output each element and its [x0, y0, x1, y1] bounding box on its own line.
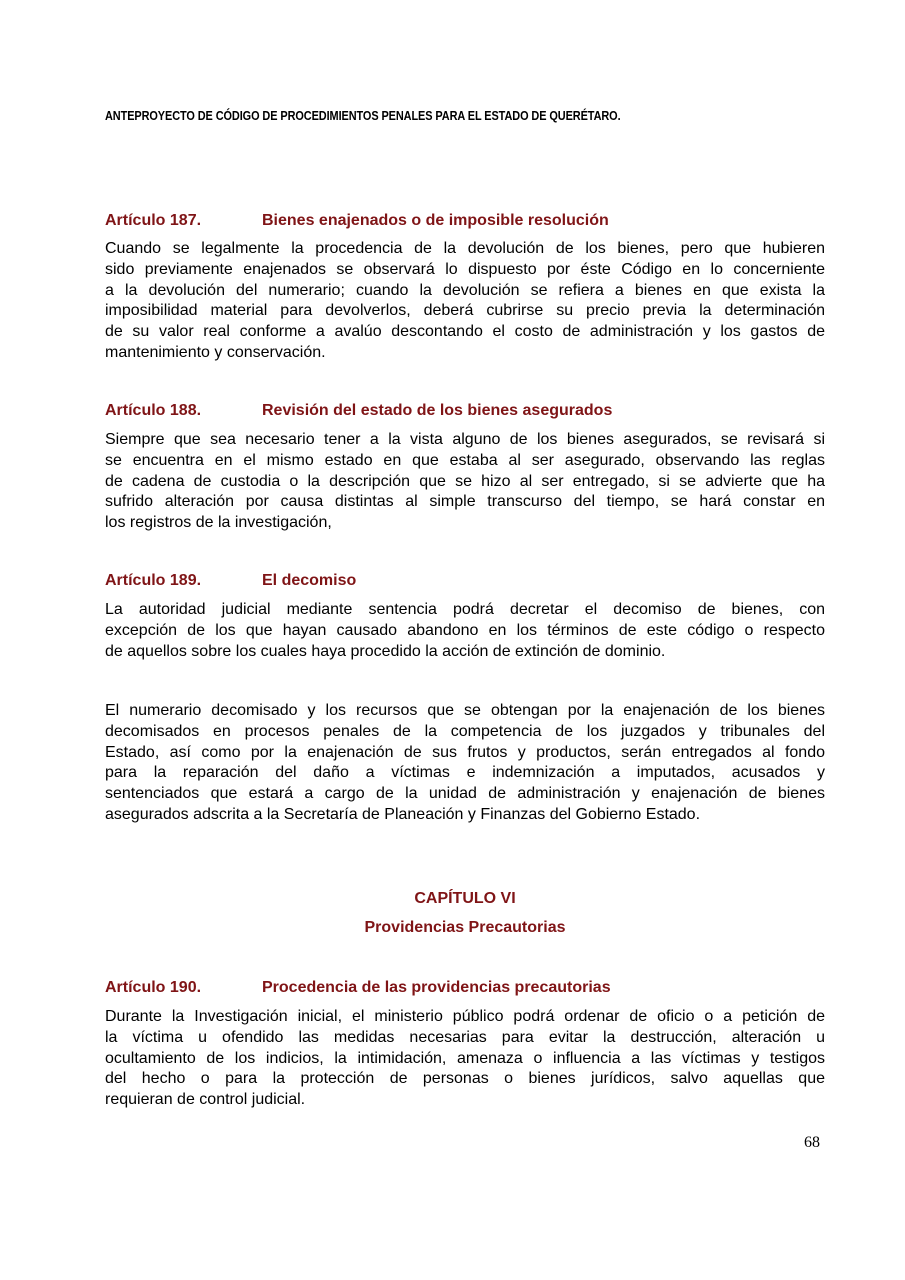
article-number: Artículo 187. [105, 212, 202, 229]
article-number: Artículo 188. [105, 402, 202, 419]
page-number: 68 [804, 1134, 820, 1151]
text-line: la víctima u ofendido las medidas necesarias para evitar la destrucción, alteración u [105, 1028, 825, 1046]
text-line: sido previamente enajenados se observará lo dispuesto por éste Código en lo concerniente [105, 260, 825, 278]
text-line: a la devolución del numerario; cuando la devolución se refiera a bienes en que exista la [105, 281, 825, 299]
text-line: se encuentra en el mismo estado en que estaba al ser asegurado, observando las reglas [105, 451, 825, 469]
text-line: de aquellos sobre los cuales haya procedido la acción de extinción de dominio. [105, 642, 666, 660]
text-line: Cuando se legalmente la procedencia de la devolución de los bienes, pero que hubieren [105, 240, 825, 257]
text-line: requieran de control judicial. [105, 1091, 306, 1109]
text-line: decomisados en procesos penales de la competencia de los juzgados y tribunales del [105, 722, 825, 740]
text-line: mantenimiento y conservación. [105, 343, 326, 361]
article-190-body [105, 1007, 825, 1111]
text-line: sentenciados que estará a cargo de la unidad de administración y enajenación de bienes [105, 785, 825, 803]
text-line: de cadena de custodia o la descripción que se hizo al ser entregado, si se advierte que ha [105, 472, 825, 490]
text-line: los registros de la investigación, [105, 514, 332, 532]
text-line: asegurados adscrita a la Secretaría de Planeación y Finanzas del Gobierno Estado. [105, 805, 701, 823]
text-line: excepción de los que hayan causado abandono en los términos de este código o respecto [105, 621, 825, 639]
article-187-body [105, 239, 825, 364]
text-line: para la reparación del daño a víctimas e indemnización a imputados, acusados y [105, 764, 825, 782]
text-line: imposibilidad material para devolverlos, deberá cubrirse su precio previa la determinación [105, 302, 825, 320]
chapter-title: Providencias Precautorias [364, 919, 566, 936]
text-line: El numerario decomisado y los recursos que se obtengan por la enajenación de los bienes [105, 702, 825, 719]
article-188-body [105, 430, 825, 534]
article-number: Artículo 189. [105, 572, 202, 589]
article-title: Revisión del estado de los bienes asegurados [262, 402, 613, 419]
text-line: Siempre que sea necesario tener a la vista alguno de los bienes asegurados, se revisará si [105, 431, 825, 448]
text-line: La autoridad judicial mediante sentencia podrá decretar el decomiso de bienes, con [105, 601, 825, 618]
article-189-body [105, 600, 825, 662]
text-line: Estado, así como por la enajenación de sus frutos y productos, serán entregados al fondo [105, 743, 825, 761]
text-line: de su valor real conforme a avalúo descontando el costo de administración y los gastos de [105, 323, 825, 341]
text-line: sufrido alteración por causa distintas al simple transcurso del tiempo, se hará constar en [105, 493, 825, 511]
document-header: ANTEPROYECTO DE CÓDIGO DE PROCEDIMIENTOS PENALES PARA EL ESTADO DE QUERÉTARO. [105, 108, 621, 123]
text-line: Durante la Investigación inicial, el ministerio público podrá ordenar de oficio o a petición de [105, 1008, 825, 1025]
article-number: Artículo 190. [105, 979, 202, 996]
article-title: El decomiso [262, 572, 357, 589]
text-line: ocultamiento de los indicios, la intimidación, amenaza o influencia a las víctimas y testigos [105, 1049, 825, 1067]
article-189-body-2 [105, 701, 825, 826]
text-line: del hecho o para la protección de personas o bienes jurídicos, salvo aquellas que [105, 1070, 825, 1088]
article-title: Bienes enajenados o de imposible resolución [262, 212, 609, 229]
chapter-label: CAPÍTULO VI [414, 890, 516, 907]
article-title: Procedencia de las providencias precautorias [262, 979, 611, 996]
